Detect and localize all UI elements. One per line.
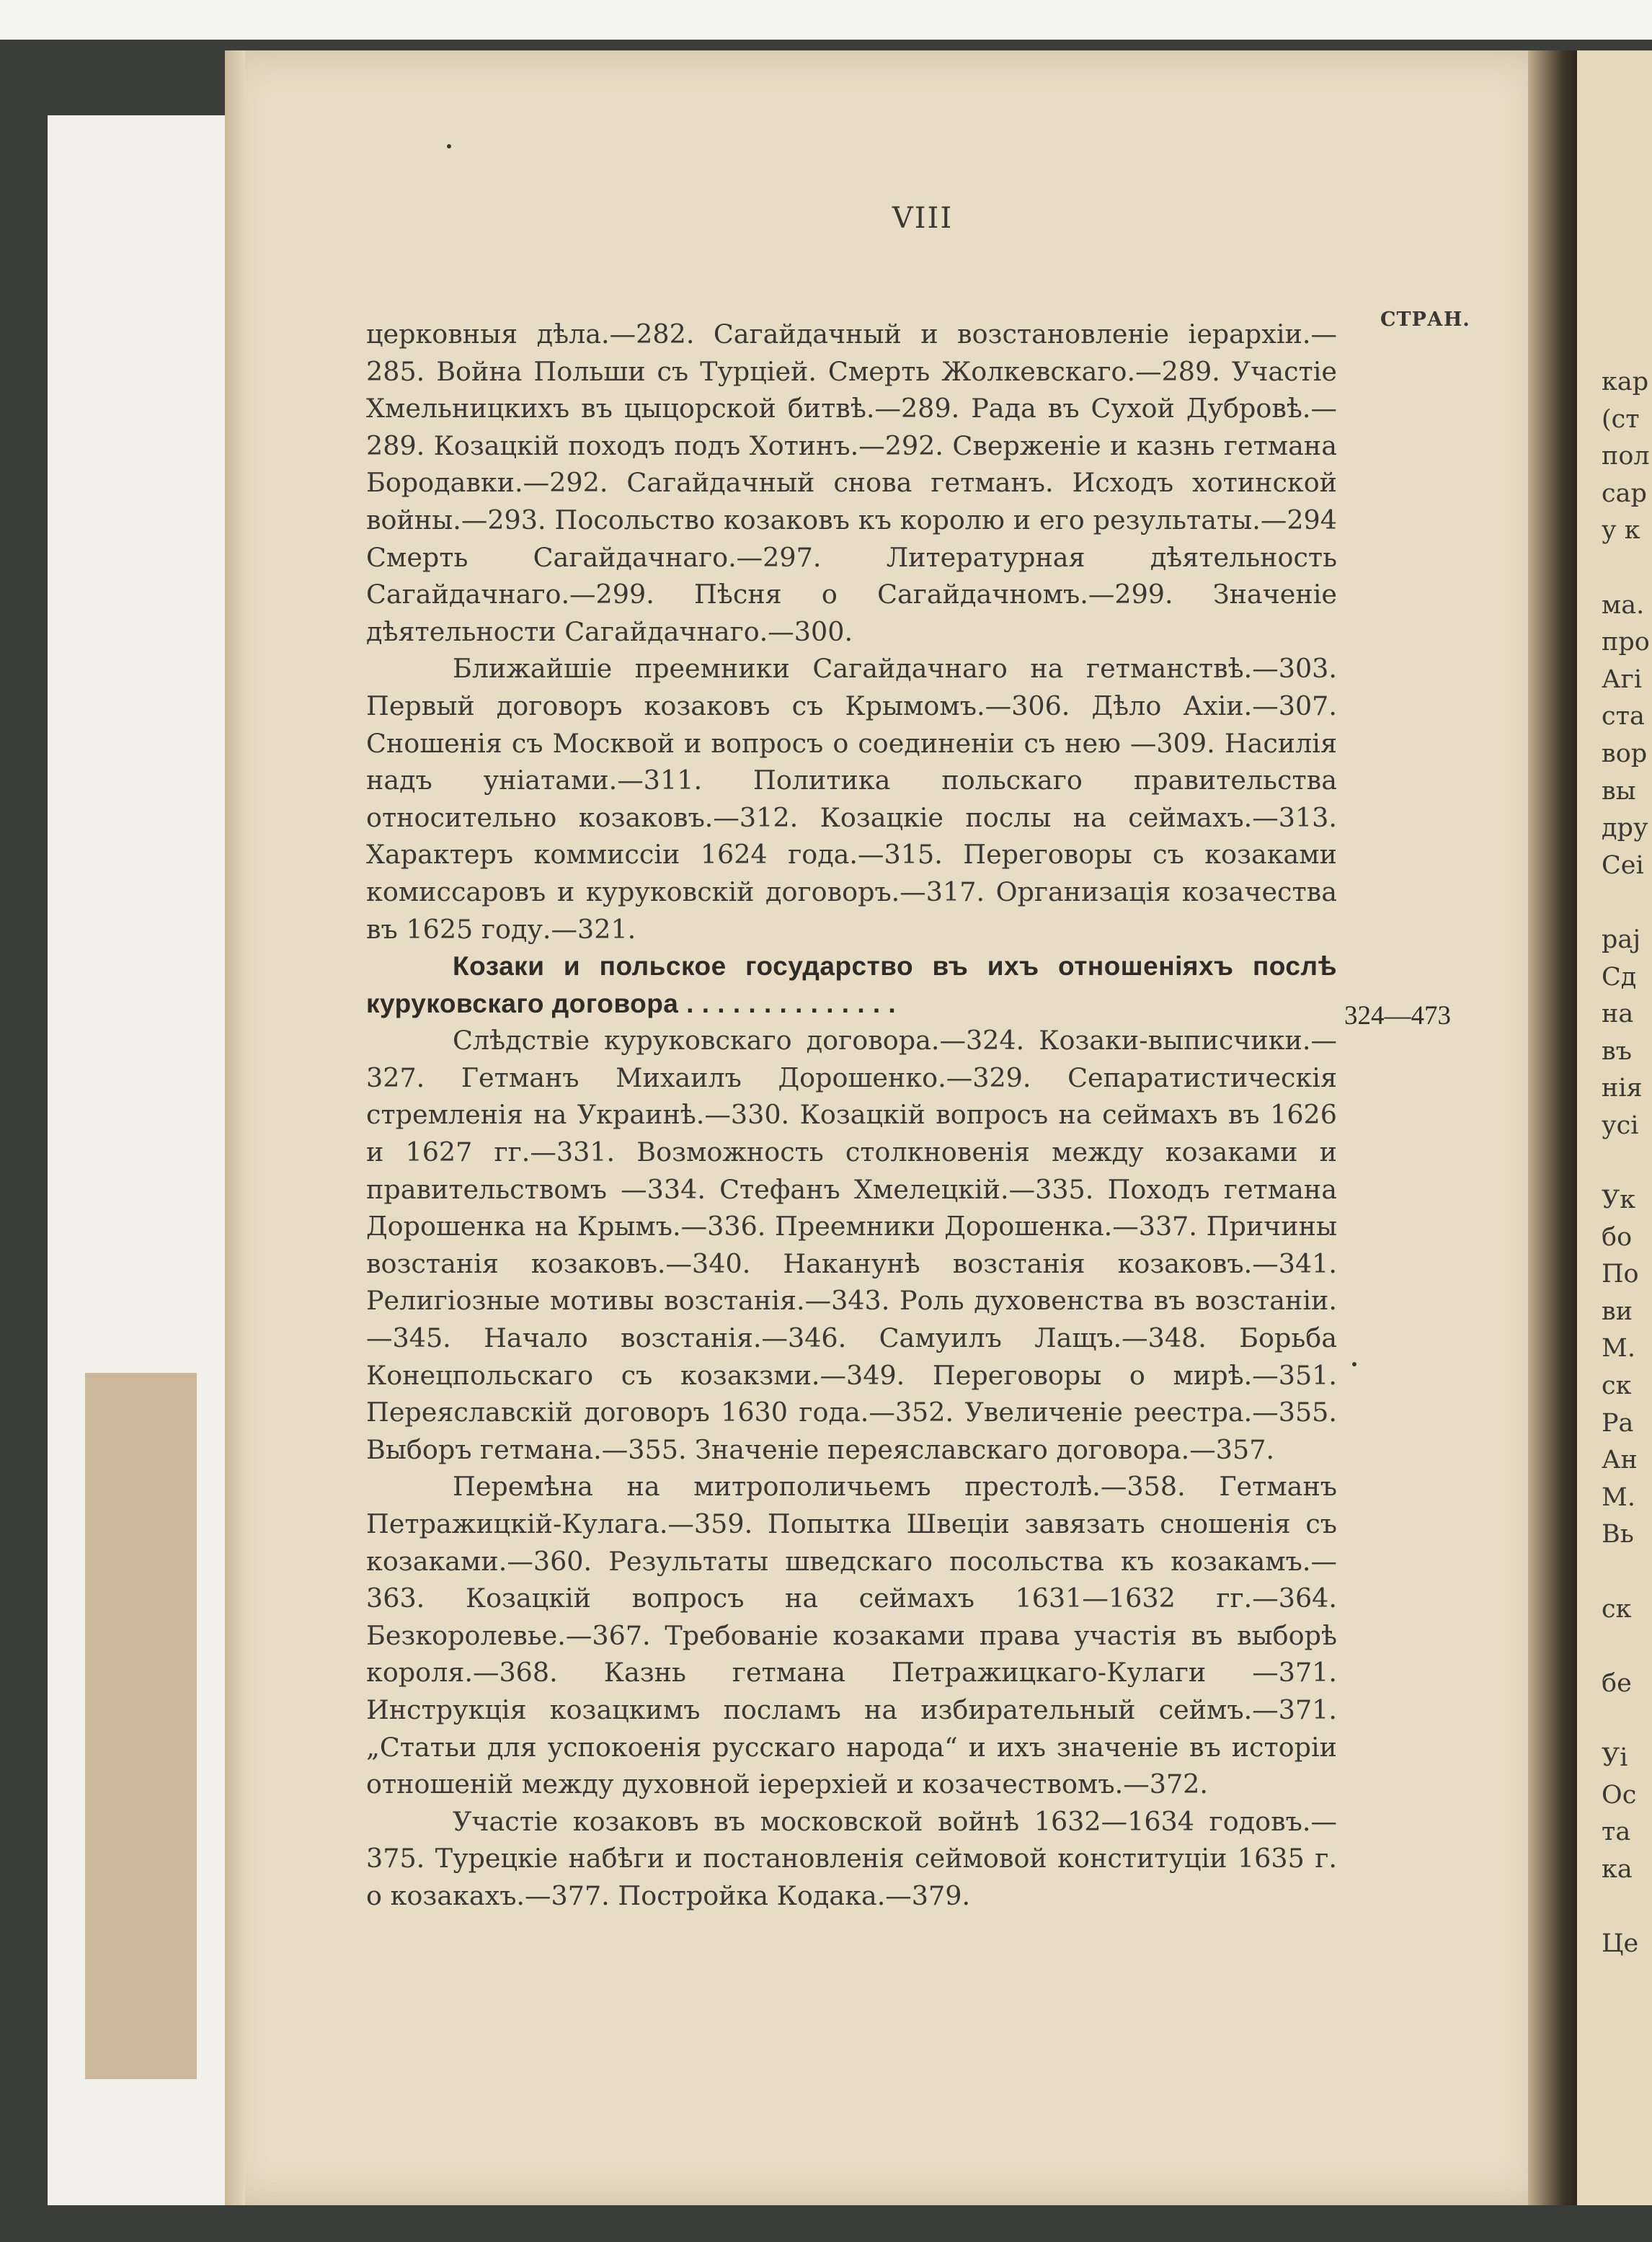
facing-page-line: Ос	[1602, 1780, 1637, 1810]
facing-page-line	[1602, 550, 1652, 587]
facing-page-line: бе	[1602, 1668, 1632, 1698]
facing-page-line	[1602, 1554, 1652, 1591]
facing-page-line	[1602, 1888, 1652, 1926]
facing-page-line: вор	[1602, 739, 1648, 768]
toc-paragraph: Перемѣна на митрополичьемъ престолѣ.—358. Гетманъ Петражицкій-Кулага.—359. Попытка Швеціи завязать сношенія съ козаками.—360. Результаты шведскаго посольства къ козакамъ.—363. Козацкій вопросъ на сеймахъ 1631—1632 гг.—364. Безкоролевье.—367. Требованіе козаками права участія въ выборѣ короля.—368. Казнь гетмана Петражицкаго-Кулаги —371. Инструкція козацкимъ посламъ на избирательный сеймъ.—371. „Статьи для успокоенія русскаго народа“ и ихъ значеніе въ исторіи отношеній между духовной іерерхіей и козачествомъ.—372.	[366, 1471, 1337, 1800]
facing-page-line	[1602, 884, 1652, 922]
facing-page-line: М.	[1602, 1482, 1635, 1512]
toc-paragraph: Участіе козаковъ въ московской войнѣ 1632—1634 годовъ.—375. Турецкіе набѣги и постановленія сеймовой конституціи 1635 г. о козакахъ.—377. Постройка Кодака.—379.	[366, 1805, 1337, 1911]
facing-page-line: на	[1602, 1000, 1634, 1029]
left-paper-stub	[85, 1373, 197, 2079]
facing-page-line	[1602, 1628, 1652, 1665]
scan-top-margin	[0, 0, 1652, 40]
section-page-range: 324—473	[1344, 1001, 1451, 1031]
facing-page-line: ск	[1602, 1371, 1632, 1401]
facing-page-line: ка	[1602, 1854, 1633, 1884]
facing-page-line: ви	[1602, 1296, 1633, 1326]
facing-page-line: ск	[1602, 1594, 1632, 1624]
facing-page-line: (ст	[1602, 404, 1640, 434]
ink-speck	[1352, 1362, 1356, 1366]
facing-page-line: вы	[1602, 776, 1636, 806]
facing-page-line	[1602, 1144, 1652, 1182]
facing-page-line: ма.	[1602, 590, 1645, 620]
facing-page-line: Ра	[1602, 1408, 1634, 1438]
facing-page-line	[1602, 1702, 1652, 1740]
book-gutter	[1528, 50, 1578, 2205]
toc-paragraph: церковныя дѣла.—282. Сагайдачный и возстановленіе іерархіи.—285. Война Польши съ Турціей. Смерть Жолкевскаго.—289. Участіе Хмельницкихъ въ цыцорской битвѣ.—289. Рада въ Сухой Дубровѣ.—289. Козацкій походъ подъ Хотинъ.—292. Сверженіе и казнь гетмана Бородавки.—292. Сагайдачный снова гетманъ. Исходъ хотинской войны.—293. Посольство козаковъ къ королю и его результаты.—294 Смерть Сагайдачнаго.—297. Литературная дѣятельность Сагайдачнаго.—299. Пѣсня о Сагайдачномъ.—299. Значеніе дѣятельности Сагайдачнаго.—300.	[366, 319, 1337, 647]
facing-page-line: Сд	[1602, 962, 1637, 992]
facing-page-line: По	[1602, 1260, 1639, 1289]
facing-page-line: про	[1602, 628, 1650, 657]
facing-page-line: Сеі	[1602, 850, 1644, 880]
facing-page-line: у к	[1602, 516, 1640, 546]
facing-page-line: Ук	[1602, 1185, 1636, 1215]
facing-page-line: Агі	[1602, 664, 1643, 694]
facing-page-text	[1602, 364, 1652, 1963]
facing-page-line: въ	[1602, 1036, 1632, 1066]
facing-page-line: бо	[1602, 1222, 1633, 1252]
facing-page-line: рај	[1602, 925, 1641, 954]
toc-text-block	[366, 316, 1337, 1915]
facing-page-line: дру	[1602, 814, 1648, 843]
facing-page-line: Це	[1602, 1929, 1639, 1958]
facing-page-line: кар	[1602, 368, 1649, 396]
facing-page-line: ста	[1602, 702, 1645, 731]
facing-page-line: Вь	[1602, 1520, 1634, 1549]
facing-page-line: Ан	[1602, 1446, 1638, 1475]
facing-page-line: та	[1602, 1818, 1631, 1847]
facing-page-line: нія	[1602, 1074, 1643, 1103]
facing-page-line: пол	[1602, 442, 1650, 471]
facing-page-line: М.	[1602, 1334, 1635, 1364]
facing-page-line: Уі	[1602, 1743, 1628, 1772]
pages-column-header: СТРАН.	[1380, 308, 1470, 331]
page-edge	[225, 50, 245, 2205]
section-heading: Козаки и польское государство въ ихъ отношеніяхъ послѣ куруковскаго договора . . . . . . . . . . . . . .	[366, 951, 1337, 1018]
facing-page-line: усі	[1602, 1111, 1639, 1140]
facing-page-line: сар	[1602, 479, 1647, 508]
toc-paragraph: Ближайшіе преемники Сагайдачнаго на гетманствѣ.—303. Первый договоръ козаковъ съ Крымомъ.—306. Дѣло Ахіи.—307. Сношенія съ Москвой и вопросъ о соединеніи съ нею —309. Насилія надъ уніатами.—311. Политика польскаго правительства относительно козаковъ.—312. Козацкіе послы на сеймахъ.—313. Характеръ коммиссіи 1624 года.—315. Переговоры съ козаками комиссаровъ и куруковскій договоръ.—317. Организація козачества въ 1625 году.—321.	[366, 653, 1337, 945]
ink-speck	[447, 144, 451, 148]
page-number: VIII	[892, 202, 954, 235]
toc-paragraph: Слѣдствіе куруковскаго договора.—324. Козаки-выписчики.—327. Гетманъ Михаилъ Дорошенко.—329. Сепаратистическія стремленія на Украинѣ.—330. Козацкій вопросъ на сеймахъ въ 1626 и 1627 гг.—331. Возможность столкновенія между козаками и правительствомъ —334. Стефанъ Хмелецкій.—335. Походъ гетмана Дорошенка на Крымъ.—336. Преемники Дорошенка.—337. Причины возстанія козаковъ.—340. Наканунѣ возстанія козаковъ.—341. Религіозные мотивы возстанія.—343. Роль духовенства въ возстаніи.—345. Начало возстанія.—346. Самуилъ Лащъ.—348. Борьба Конецпольскаго съ козакзми.—349. Переговоры о мирѣ.—351. Переяславскій договоръ 1630 года.—352. Увеличеніе реестра.—355. Выборъ гетмана.—355. Значеніе переяславскаго договора.—357.	[366, 1025, 1337, 1465]
